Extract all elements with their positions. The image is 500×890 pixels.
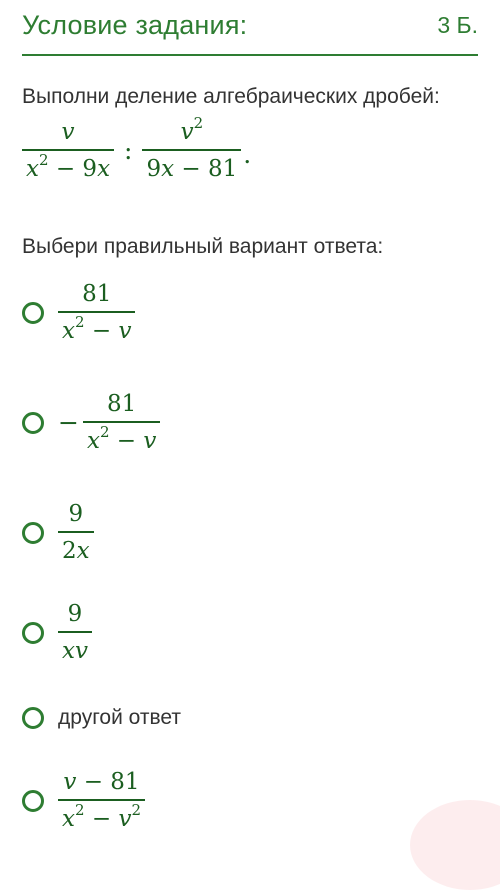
- radio-button[interactable]: [22, 707, 44, 729]
- right-num-exp: 2: [193, 114, 204, 133]
- option-denominator: [58, 631, 92, 665]
- answer-option-6[interactable]: [22, 768, 145, 833]
- den-var: x: [86, 428, 100, 454]
- answer-option-1[interactable]: [22, 280, 135, 345]
- right-den-coef: 9: [146, 156, 162, 182]
- den-var2: v: [118, 806, 132, 832]
- den-exp: 2: [99, 423, 110, 442]
- decorative-shape: [410, 800, 500, 890]
- option-fraction: [58, 280, 135, 345]
- right-den-rest: − 81: [174, 156, 238, 182]
- option-numerator: 9: [67, 601, 83, 627]
- radio-button[interactable]: [22, 302, 44, 324]
- answer-instruction: Выбери правильный вариант ответа:: [22, 235, 384, 258]
- radio-button[interactable]: [22, 790, 44, 812]
- answer-option-2[interactable]: [22, 390, 160, 455]
- option-fraction: [83, 390, 160, 455]
- option-fraction: [58, 600, 92, 665]
- option-numerator: 81: [107, 391, 137, 417]
- num-rest: − 81: [76, 769, 140, 795]
- left-denominator: [22, 149, 114, 183]
- answer-option-3[interactable]: [22, 500, 94, 565]
- option-denominator: [58, 799, 145, 833]
- expression-left-fraction: [22, 118, 114, 183]
- right-den-var: x: [161, 156, 175, 182]
- option-text: другой ответ: [58, 706, 181, 729]
- left-den-exp: 2: [38, 151, 49, 170]
- left-numerator: v: [61, 119, 75, 145]
- expression-end-dot: .: [243, 140, 252, 169]
- den-exp: 2: [74, 313, 85, 332]
- den-minus: −: [109, 428, 144, 454]
- den-var: xv: [62, 638, 88, 664]
- left-den-var2: x: [97, 156, 111, 182]
- task-expression: [22, 114, 252, 183]
- answer-option-5[interactable]: [22, 706, 181, 730]
- den-var: x: [62, 806, 75, 832]
- expression-right-fraction: [142, 114, 241, 183]
- option-fraction: [58, 768, 145, 833]
- num-var: v: [63, 769, 77, 795]
- den-var: x: [62, 318, 75, 344]
- radio-button[interactable]: [22, 412, 44, 434]
- den-var2: v: [118, 318, 132, 344]
- right-numerator: [177, 114, 208, 149]
- task-text: Выполни деление алгебраических дробей:: [22, 85, 440, 108]
- task-score: 3 Б.: [437, 12, 478, 38]
- option-denominator: [58, 531, 94, 565]
- right-denominator: [142, 149, 241, 183]
- den-coef: 2: [62, 538, 77, 564]
- den-minus: −: [84, 318, 119, 344]
- option-sign: −: [58, 408, 79, 437]
- left-den-minus: − 9: [48, 156, 98, 182]
- option-denominator: [58, 311, 135, 345]
- task-title: Условие задания:: [22, 10, 248, 40]
- den-exp: 2: [74, 801, 85, 820]
- left-den-var: x: [26, 156, 39, 182]
- option-numerator: 81: [82, 281, 112, 307]
- radio-button[interactable]: [22, 522, 44, 544]
- den-var2: v: [143, 428, 157, 454]
- radio-button[interactable]: [22, 622, 44, 644]
- option-fraction: [58, 500, 94, 565]
- division-operator: :: [124, 136, 133, 165]
- option-denominator: [83, 421, 160, 455]
- option-numerator: 9: [68, 501, 84, 527]
- den-var: x: [76, 538, 90, 564]
- right-num-var: v: [180, 119, 194, 145]
- den-exp2: 2: [131, 801, 141, 820]
- den-minus: −: [84, 806, 119, 832]
- task-header: [22, 0, 478, 56]
- answer-option-4[interactable]: [22, 600, 92, 665]
- option-numerator: [59, 768, 143, 799]
